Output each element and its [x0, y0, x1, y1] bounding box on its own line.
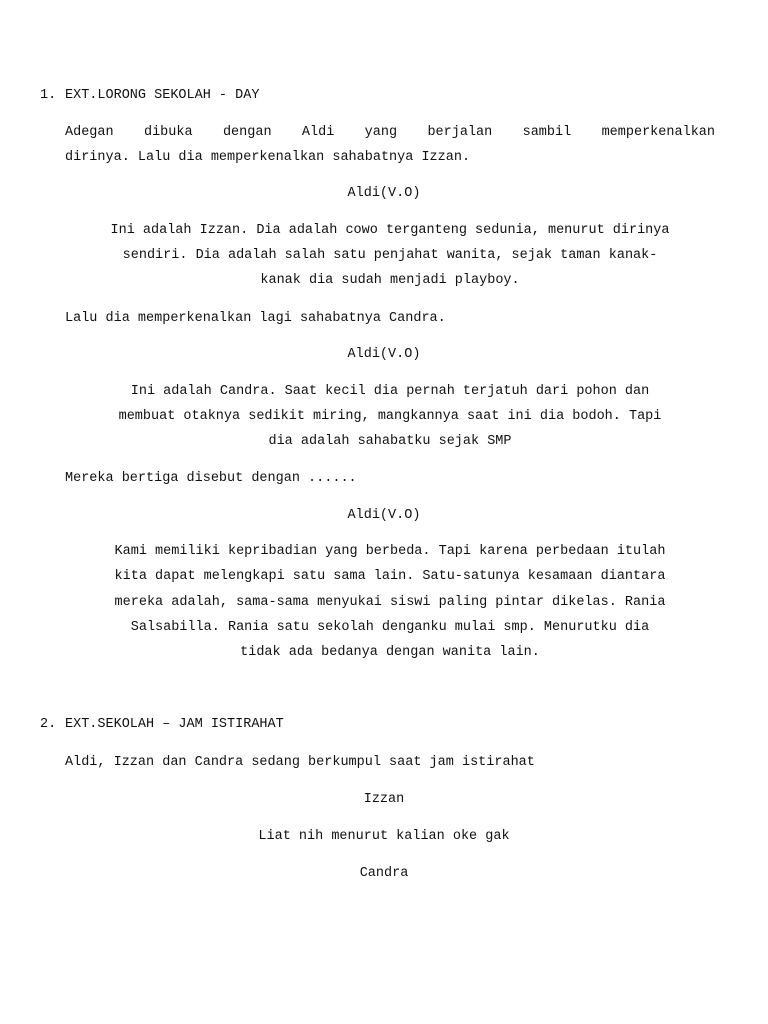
scene-1-heading: EXT.LORONG SEKOLAH - DAY: [65, 88, 260, 103]
scene-1-action-2: Lalu dia memperkenalkan lagi sahabatnya Candra.: [65, 311, 446, 326]
scene-1-action-line-1: [65, 125, 715, 141]
scene-2-action-1: Aldi, Izzan dan Candra sedang berkumpul saat jam istirahat: [65, 755, 535, 770]
scene-1-character-2: Aldi(V.O): [347, 347, 421, 362]
scene-1-dialogue-2-line-2: membuat otaknya sedikit miring, mangkannya saat ini dia bodoh. Tapi: [118, 409, 662, 424]
scene-2-dialogue-1: Liat nih menurut kalian oke gak: [258, 829, 510, 844]
scene-2-heading: EXT.SEKOLAH – JAM ISTIRAHAT: [65, 717, 284, 732]
scene-1-dialogue-3-line-5: tidak ada bedanya dengan wanita lain.: [240, 645, 540, 660]
scene-1-dialogue-3-line-4: Salsabilla. Rania satu sekolah denganku mulai smp. Menurutku dia: [130, 620, 650, 635]
scene-1-action-line-2: dirinya. Lalu dia memperkenalkan sahabatnya Izzan.: [65, 150, 471, 165]
scene-2-character-1: Izzan: [363, 792, 405, 807]
scene-1-action-3: Mereka bertiga disebut dengan ......: [65, 471, 357, 486]
word: dengan: [222, 125, 272, 140]
scene-1-number: 1.: [40, 88, 57, 103]
word: berjalan: [427, 125, 493, 140]
scene-1-dialogue-3-line-1: Kami memiliki kepribadian yang berbeda. Tapi karena perbedaan itulah: [114, 544, 666, 559]
scene-1-dialogue-1-line-3: kanak dia sudah menjadi playboy.: [260, 273, 520, 288]
word: Adegan: [65, 125, 114, 140]
word: memperkenalkan: [601, 125, 715, 140]
word: Aldi: [301, 125, 335, 140]
scene-1-dialogue-3-line-3: mereka adalah, sama-sama menyukai siswi paling pintar dikelas. Rania: [114, 595, 666, 610]
scene-1-character-1: Aldi(V.O): [347, 186, 421, 201]
scene-2-character-2: Candra: [359, 866, 409, 881]
scene-1-dialogue-2-line-3: dia adalah sahabatku sejak SMP: [268, 434, 512, 449]
scene-1-dialogue-1-line-2: sendiri. Dia adalah salah satu penjahat wanita, sejak taman kanak-: [122, 248, 658, 263]
scene-1-character-3: Aldi(V.O): [347, 508, 421, 523]
scene-1-dialogue-2-line-1: Ini adalah Candra. Saat kecil dia pernah terjatuh dari pohon dan: [130, 384, 650, 399]
scene-1-dialogue-1-line-1: Ini adalah Izzan. Dia adalah cowo terganteng sedunia, menurut dirinya: [110, 223, 670, 238]
scene-2-number: 2.: [40, 717, 57, 732]
scene-1-dialogue-3-line-2: kita dapat melengkapi satu sama lain. Satu-satunya kesamaan diantara: [114, 569, 666, 584]
word: sambil: [522, 125, 572, 140]
word: yang: [364, 125, 398, 140]
word: dibuka: [143, 125, 193, 140]
